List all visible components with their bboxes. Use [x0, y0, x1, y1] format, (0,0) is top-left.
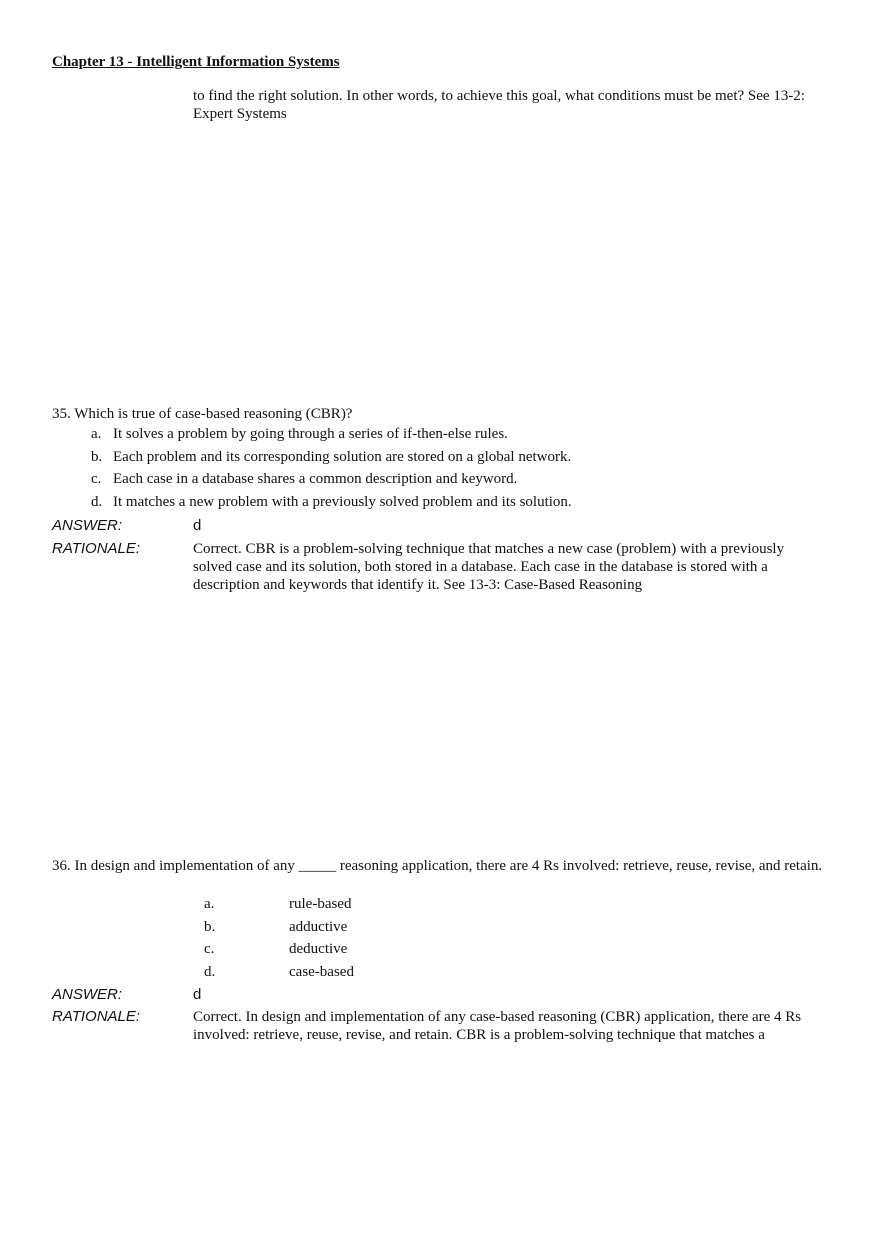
- rationale-label: RATIONALE:: [52, 1008, 141, 1025]
- question-36-choice-d: [204, 963, 354, 986]
- question-35-answer: d: [193, 517, 202, 534]
- question-36-rationale: Correct. In design and implementation of any case-based reasoning (CBR) application, there are 4 Rs involved: retrieve, reuse, revise, and retain. CBR is a problem-solving technique that matches a: [193, 1009, 802, 1043]
- answer-label: ANSWER:: [52, 986, 123, 1003]
- continued-rationale-text: to find the right solution. In other words, to achieve this goal, what conditions must be met? See 13-2: Expert Systems: [193, 88, 805, 122]
- question-35-choice-a: [91, 425, 572, 448]
- question-35-choice-b: [91, 448, 572, 471]
- question-36-choice-b: [204, 918, 354, 941]
- choice-text: It solves a problem by going through a series of if-then-else rules.: [113, 426, 508, 442]
- question-35-choice-d: [91, 493, 572, 516]
- choice-letter: b.: [91, 448, 103, 465]
- choice-text: Each problem and its corresponding solution are stored on a global network.: [113, 448, 572, 465]
- question-36-choice-a: [204, 895, 354, 918]
- choice-letter: a.: [204, 896, 215, 912]
- question-36-answer: d: [193, 986, 202, 1003]
- choice-letter: d.: [204, 963, 216, 980]
- choice-letter: b.: [204, 918, 216, 935]
- choice-text: It matches a new problem with a previously solved problem and its solution.: [113, 493, 572, 510]
- choice-text: adductive: [289, 918, 348, 935]
- choice-text: Each case in a database shares a common description and keyword.: [113, 471, 518, 487]
- question-36-choice-c: [204, 940, 354, 963]
- choice-text: case-based: [289, 963, 354, 980]
- choice-text: deductive: [289, 941, 348, 957]
- question-35-stem: 35. Which is true of case-based reasoning (CBR)?: [52, 406, 353, 422]
- question-35-choice-c: [91, 470, 572, 493]
- choice-letter: c.: [91, 471, 102, 487]
- choice-letter: a.: [91, 426, 102, 442]
- question-36-stem: 36. In design and implementation of any _____ reasoning application, there are 4 Rs involved: retrieve, reuse, revise, and retain.: [52, 858, 823, 874]
- choice-letter: d.: [91, 493, 103, 510]
- question-36-choices: [204, 895, 354, 985]
- question-35-rationale: Correct. CBR is a problem-solving technique that matches a new case (problem) with a previously solved case and its solution, both stored in a database. Each case in the database is stored with a description and keywords that identify it. See 13-3: Case-Based Reasoning: [193, 541, 785, 593]
- choice-text: rule-based: [289, 896, 352, 912]
- choice-letter: c.: [204, 941, 215, 957]
- question-35-choices: [91, 425, 572, 515]
- rationale-label: RATIONALE:: [52, 540, 141, 557]
- chapter-title: Chapter 13 - Intelligent Information Systems: [52, 54, 340, 70]
- answer-label: ANSWER:: [52, 517, 123, 534]
